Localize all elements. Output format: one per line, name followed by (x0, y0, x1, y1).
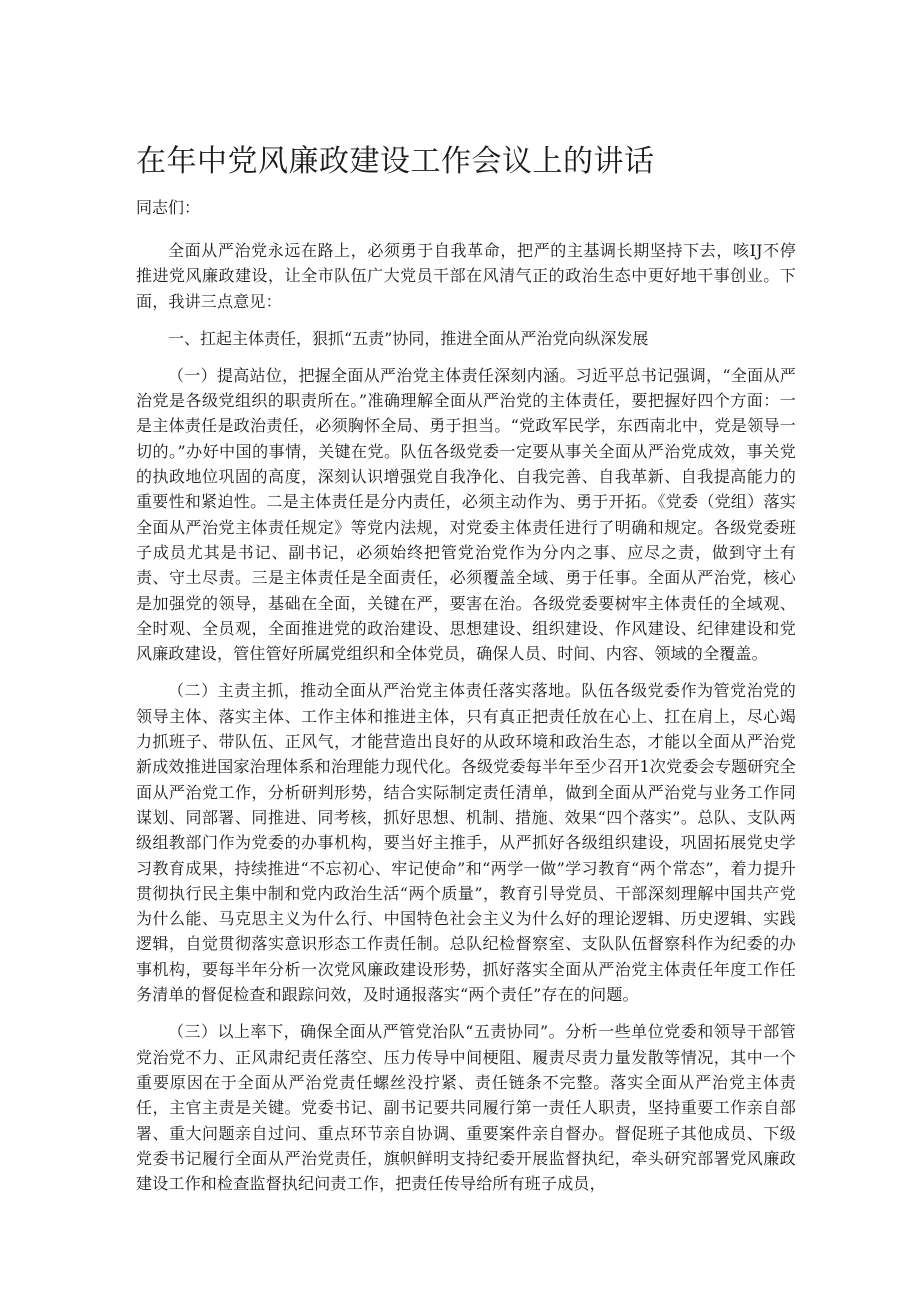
paragraph-1: （一）提高站位，把握全面从严治党主体责任深刻内涵。习近平总书记强调，“全面从严治党是各级党组织的职责所在。”准确理解全面从严治党的主体责任，要把握好四个方面：一是主体责任是政治责任，必须胸怀全局、勇于担当。“党政军民学，东西南北中，党是领导一切的。”办好中国的事情，关键在党。队伍各级党委一定要从事关全面从严治党成效，事关党的执政地位巩固的高度，深刻认识增强党自我净化、自我完善、自我革新、自我提高能力的重要性和紧迫性。二是主体责任是分内责任，必须主动作为、勇于开拓。《党委（党组）落实全面从严治党主体责任规定》等党内法规，对党委主体责任进行了明确和规定。各级党委班子成员尤其是书记、副书记，必须始终把管党治党作为分内之事、应尽之责，做到守土有责、守土尽责。三是主体责任是全面责任，必须覆盖全域、勇于任事。全面从严治党，核心是加强党的领导，基础在全面，关键在严，要害在治。各级党委要树牢主体责任的全域观、全时观、全员观，全面推进党的政治建设、思想建设、组织建设、作风建设、纪律建设和党风廉政建设，管住管好所属党组织和全体党员，确保人员、时间、内容、领域的全覆盖。 (136, 365, 796, 664)
page-title: 在年中党风廉政建设工作会议上的讲话 (136, 144, 655, 179)
salutation: 同志们： (136, 198, 201, 217)
paragraph-2: （二）主责主抓，推动全面从严治党主体责任落实落地。队伍各级党委作为管党治党的领导主体、落实主体、工作主体和推进主体，只有真正把责任放在心上、扛在肩上，尽心竭力抓班子、带队伍、正风气，才能营造出良好的从政环境和政治生态，才能以全面从严治党新成效推进国家治理体系和治理能力现代化。各级党委每半年至少召开1次党委会专题研究全面从严治党工作，分析研判形势，结合实际制定责任清单，做到全面从严治党与业务工作同谋划、同部署、同推进、同考核，抓好思想、机制、措施、效果“四个落实”。总队、支队两级组教部门作为党委的办事机构，要当好主推手，从严抓好各级组织建设，巩固拓展党史学习教育成果，持续推进“不忘初心、牢记使命”和“两学一做”学习教育“两个常态”，着力提升贯彻执行民主集中制和党内政治生活“两个质量”，教育引导党员、干部深刻理解中国共产党为什么能、马克思主义为什么行、中国特色社会主义为什么好的理论逻辑、历史逻辑、实践逻辑，自觉贯彻落实意识形态工作责任制。总队纪检督察室、支队队伍督察科作为纪委的办事机构，要每半年分析一次党风廉政建设形势，抓好落实全面从严治党主体责任年度工作任务清单的督促检查和跟踪问效，及时通报落实“两个责任”存在的问题。 (136, 681, 796, 1005)
intro-paragraph: 全面从严治党永远在路上，必须勇于自我革命，把严的主基调长期坚持下去，咳IJ不停推进党风廉政建设，让全市队伍广大党员干部在风清气正的政治生态中更好地干事创业。下面，我讲三点意见： (136, 241, 796, 311)
section-heading-1: 一、扛起主体责任，狠抓“五责”协同，推进全面从严治党向纵深发展 (168, 328, 649, 348)
paragraph-3: （三）以上率下，确保全面从严管党治队“五责协同”。分析一些单位党委和领导干部管党治党不力、正风肃纪责任落空、压力传导中间梗阻、履责尽责力量发散等情况，其中一个重要原因在于全面从严治党责任螺丝没拧紧、责任链条不完整。落实全面从严治党主体责任，主官主责是关键。党委书记、副书记要共同履行第一责任人职责，坚持重要工作亲自部署、重大问题亲自过问、重点环节亲自协调、重要案件亲自督办。督促班子其他成员、下级党委书记履行全面从严治党责任，旗帜鲜明支持纪委开展监督执纪，牵头研究部署党风廉政建设工作和检查监督执纪问责工作，把责任传导给所有班子成员， (136, 1022, 796, 1194)
document-page (136, 140, 796, 1208)
